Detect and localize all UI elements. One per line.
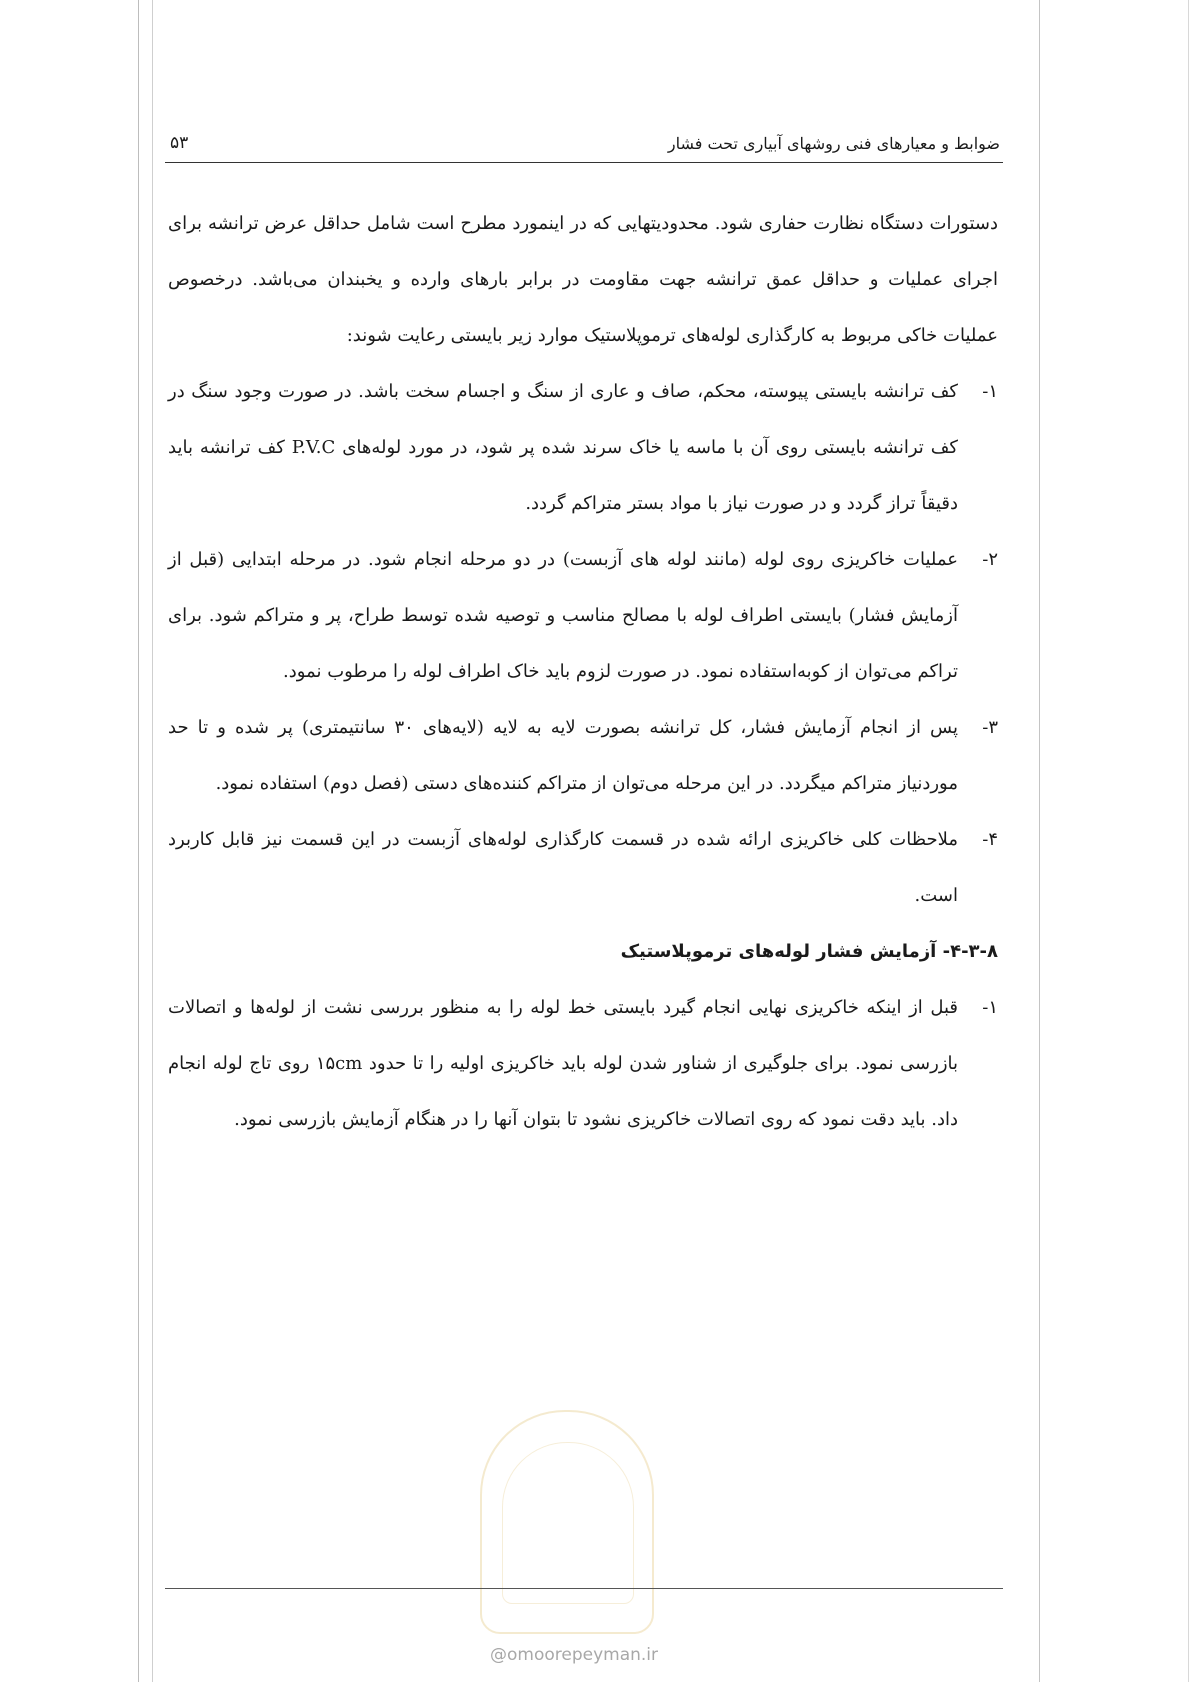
item-text: کف ترانشه بایستی پیوسته، محکم، صاف و عاری از سنگ و اجسام سخت باشد. در صورت وجود سنگ در کف ترانشه بایستی روی آن با ماسه یا خاک سرند شده پر شود، در مورد لوله‌های P.V.C کف ترانشه باید دقیقاً تراز گردد و در صورت نیاز با مواد بستر متراکم گردد. xyxy=(168,381,958,514)
item-number: ۱- xyxy=(982,997,998,1018)
header-title: ضوابط و معیارهای فنی روشهای آبیاری تحت فشار xyxy=(667,133,1000,153)
page-number: ۵۳ xyxy=(170,133,189,153)
body-text xyxy=(168,196,998,1148)
running-header xyxy=(170,128,1000,158)
list-item xyxy=(168,700,998,812)
stamp-inner xyxy=(502,1442,634,1604)
scan-margin-line xyxy=(1039,0,1040,1682)
item-text: عملیات خاکریزی روی لوله (مانند لوله های آزبست) در دو مرحله انجام شود. در مرحله ابتدایی (قبل از آزمایش فشار) بایستی اطراف لوله با مصالح مناسب و توصیه شده توسط طراح، پر و متراکم شود. برای تراکم می‌توان از کوبه‌استفاده نمود. در صورت لزوم باید خاک اطراف لوله را مرطوب نمود. xyxy=(168,549,958,682)
faded-stamp-logo xyxy=(480,1410,654,1634)
footer-rule xyxy=(165,1588,1003,1589)
item-number: ۱- xyxy=(982,381,998,402)
section-heading: ۴-۳-۸- آزمایش فشار لوله‌های ترموپلاستیک xyxy=(620,941,998,962)
intro-paragraph: دستورات دستگاه نظارت حفاری شود. محدودیتهایی که در اینمورد مطرح است شامل حداقل عرض ترانشه برای اجرای عملیات و حداقل عمق ترانشه جهت مقاومت در برابر بارهای وارده و یخبندان می‌باشد. درخصوص عملیات خاکی مربوط به کارگذاری لوله‌های ترموپلاستیک موارد زیر بایستی رعایت شوند: xyxy=(168,213,998,346)
list-item xyxy=(168,980,998,1148)
item-text: ملاحظات کلی خاکریزی ارائه شده در قسمت کارگذاری لوله‌های آزبست در این قسمت نیز قابل کاربرد است. xyxy=(168,829,958,906)
watermark-text: @omoorepeyman.ir xyxy=(490,1645,659,1665)
item-number: ۴- xyxy=(982,829,998,850)
list-item xyxy=(168,364,998,532)
item-number: ۲- xyxy=(982,549,998,570)
scan-margin-line xyxy=(1188,0,1189,1682)
scan-margin-line xyxy=(138,0,139,1682)
list-item xyxy=(168,812,998,924)
header-rule xyxy=(165,162,1003,163)
item-text: قبل از اینکه خاکریزی نهایی انجام گیرد بایستی خط لوله را به منظور بررسی نشت از لوله‌ها و اتصالات بازرسی نمود. برای جلوگیری از شناور شدن لوله باید خاکریزی اولیه را تا حدود ۱۵cm روی تاج لوله انجام داد. باید دقت نمود که روی اتصالات خاکریزی نشود تا بتوان آنها را در هنگام آزمایش بازرسی نمود. xyxy=(168,997,959,1130)
item-text: پس از انجام آزمایش فشار، کل ترانشه بصورت لایه به لایه (لایه‌های ۳۰ سانتیمتری) پر شده و تا حد موردنیاز متراکم میگردد. در این مرحله می‌توان از متراکم کننده‌های دستی (فصل دوم) استفاده نمود. xyxy=(168,717,958,794)
scan-margin-line xyxy=(152,0,153,1682)
list-item xyxy=(168,532,998,700)
item-number: ۳- xyxy=(982,717,998,738)
